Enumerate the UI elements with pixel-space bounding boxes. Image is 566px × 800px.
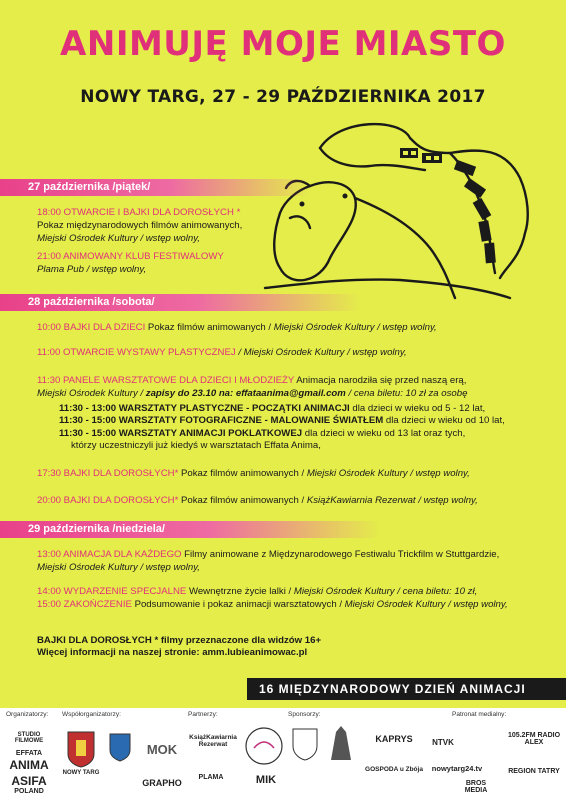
bros-logo: BROS MEDIA — [464, 780, 488, 794]
day-header-saturday: 28 października /sobota/ — [0, 294, 360, 311]
poland-label: POLAND — [14, 788, 44, 795]
coorganizers-label: Współorganizatorzy: — [62, 711, 121, 718]
media-label: Patronat medialny: — [452, 711, 507, 718]
poster-subtitle: NOWY TARG, 27 - 29 PAŹDZIERNIKA 2017 — [80, 87, 486, 107]
plama-logo: PLAMA — [198, 774, 224, 781]
event-place: Miejski Ośrodek Kultury / wstęp wolny, — [273, 322, 437, 333]
event-place: Miejski Ośrodek Kultury / wstęp wolny, — [37, 232, 200, 244]
region-tatry-logo: REGION TATRY — [508, 768, 560, 775]
sponsors-strip — [0, 708, 566, 800]
footer-notes — [37, 635, 321, 660]
kaprys-logo: KAPRYS — [375, 734, 413, 744]
event-time-title: 11:00 OTWARCIE WYSTAWY PLASTYCZNEJ — [37, 347, 236, 358]
day-header-friday: 27 października /piątek/ — [0, 179, 310, 196]
workshop-age: dla dzieci w wieku od 10 lat, — [383, 415, 505, 427]
mok-logo: MOK — [146, 742, 178, 757]
event-desc: Pokaz filmów animowanych / — [178, 468, 307, 479]
nowytarg24-logo: nowytarg24.tv — [431, 764, 483, 773]
event-time-title: 20:00 BAJKI DLA DOROSŁYCH* — [37, 495, 179, 506]
event-festival-club — [37, 251, 557, 277]
day-header-sunday: 29 października /niedziela/ — [0, 521, 380, 538]
grapho-logo: GRAPHO — [142, 778, 182, 788]
nowy-targ-crest-icon — [66, 730, 96, 768]
event-place: Plama Pub / wstęp wolny, — [37, 263, 147, 275]
event-exhibition — [37, 347, 557, 360]
event-adult-films-1 — [37, 468, 557, 481]
website-note: Więcej informacji na naszej stronie: amm.lubieanimowac.pl — [37, 647, 308, 659]
event-place: KsiążKawiarnia Rezerwat / wstęp wolny, — [306, 495, 478, 506]
mik-logo: MIK — [255, 774, 277, 786]
event-desc: Wewnętrzne życie lalki / — [186, 586, 294, 597]
wolf-logo-icon — [326, 722, 356, 764]
partner-circle-logo-icon — [244, 726, 284, 766]
workshop-note: którzy uczestniczyli już kiedyś w warsztatach Effata Anima, — [71, 440, 321, 452]
effata-label: EFFATA — [15, 750, 43, 757]
event-time-title: 15:00 ZAKOŃCZENIE — [37, 598, 132, 610]
age-note: BAJKI DLA DOROSŁYCH * filmy przeznaczone dla widzów 16+ — [37, 635, 322, 646]
event-desc: Podsumowanie i pokaz animacji warsztatowych / — [131, 598, 345, 610]
partners-label: Partnerzy: — [188, 711, 218, 718]
event-time-title: 13:00 ANIMACJA DLA KAŻDEGO — [37, 549, 182, 560]
gospoda-logo: GOSPODA u Zbója — [365, 766, 423, 773]
county-crest-icon — [108, 732, 132, 762]
event-time-title: 10:00 BAJKI DLA DZIECI — [37, 322, 146, 333]
event-price: / cena biletu: 10 zł za osobę — [345, 387, 468, 399]
workshop-list — [59, 403, 549, 453]
ntvk-logo: NTVK — [432, 738, 454, 747]
poster-title: ANIMUJĘ MOJE MIASTO — [60, 24, 506, 64]
event-time-title: 14:00 WYDARZENIE SPECJALNE — [37, 586, 187, 597]
event-kids-films — [37, 322, 557, 335]
ksiazk-logo: KsiążKawiarnia Rezerwat — [189, 734, 237, 748]
workshop-title: 11:30 - 15:00 WARSZTATY ANIMACJI POKLATKOWEJ — [59, 427, 303, 439]
event-opening — [37, 207, 557, 245]
event-desc: Pokaz międzynarodowych filmów animowanych, — [37, 219, 243, 231]
event-place: Miejski Ośrodek Kultury / wstęp wolny, — [344, 598, 508, 610]
event-desc: Pokaz filmów animowanych / — [145, 322, 274, 333]
organizers-label: Organizatorzy: — [6, 711, 49, 718]
anima-logo: ANIMA — [9, 758, 49, 772]
workshop-title: 11:30 - 15:00 WARSZTATY FOTOGRAFICZNE - MALOWANIE ŚWIATŁEM — [59, 415, 384, 427]
event-place: Miejski Ośrodek Kultury / — [37, 387, 146, 399]
asifa-logo: ASIFA — [11, 774, 47, 788]
event-time-title: 17:30 BAJKI DLA DOROSŁYCH* — [37, 468, 179, 479]
radio-alex-logo: 105.2FM RADIO ALEX — [507, 732, 561, 746]
event-desc: Filmy animowane z Międzynarodowego Festiwalu Trickfilm w Stuttgardzie, — [181, 549, 500, 560]
event-place: Miejski Ośrodek Kultury / wstęp wolny, — [37, 561, 200, 573]
event-animation-for-all — [37, 549, 557, 575]
event-place: / Miejski Ośrodek Kultury / wstęp wolny, — [235, 347, 407, 358]
animation-day-banner: 16 MIĘDZYNARODOWY DZIEŃ ANIMACJI — [247, 678, 566, 700]
event-time-title: 11:30 PANELE WARSZTATOWE DLA DZIECI I MŁODZIEŻY — [37, 375, 295, 386]
nowy-targ-label: NOWY TARG — [62, 770, 100, 776]
event-time-title: 21:00 ANIMOWANY KLUB FESTIWALOWY — [37, 251, 224, 262]
event-desc: Pokaz filmów animowanych / — [178, 495, 307, 506]
event-place: Miejski Ośrodek Kultury / wstęp wolny, — [306, 468, 470, 479]
event-adult-films-2 — [37, 495, 557, 508]
sponsors-label: Sponsorzy: — [288, 711, 321, 718]
event-time-title: 18:00 OTWARCIE I BAJKI DLA DOROSŁYCH * — [37, 207, 241, 218]
event-place: Miejski Ośrodek Kultury / cena biletu: 10 zł, — [293, 586, 478, 597]
workshop-age: dla dzieci w wieku od 5 - 12 lat, — [349, 403, 486, 414]
workshop-age: dla dzieci w wieku od 13 lat oraz tych, — [302, 427, 466, 439]
event-signup: zapisy do 23.10 na: effataanima@gmail.com — [145, 387, 346, 399]
studio-label: STUDIO FILMOWE — [14, 732, 44, 744]
workshop-title: 11:30 - 13:00 WARSZTATY PLASTYCZNE - POCZĄTKI ANIMACJI — [59, 403, 350, 414]
sponsor-coat-icon — [290, 726, 320, 762]
event-special — [37, 586, 557, 612]
event-desc: Animacja narodziła się przed naszą erą, — [294, 375, 467, 386]
event-workshop-panels — [37, 375, 557, 401]
